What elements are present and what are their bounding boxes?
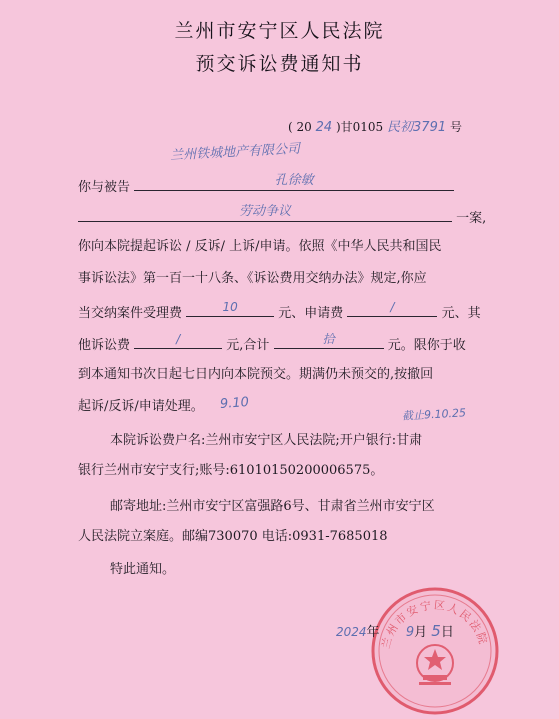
fee-accept-blank <box>186 302 274 317</box>
date-month-char: 月 <box>414 625 428 640</box>
cause-handwritten: 劳动争议 <box>238 204 292 219</box>
defendant-blank <box>134 173 454 191</box>
defendant-handwritten: 孔徐敏 <box>274 173 314 188</box>
body-line-8: 起诉/反诉/申请处理。 <box>78 399 204 414</box>
date-note-handwritten: 9.10 <box>219 395 250 412</box>
other-fee-label: 他诉讼费 <box>78 338 131 353</box>
fee-apply-handwritten: / <box>390 300 395 314</box>
defendant-row <box>78 173 498 197</box>
total-blank <box>274 334 384 349</box>
issue-date <box>336 621 454 640</box>
seal-text: 兰州市安宁区人民法院 <box>379 598 491 650</box>
court-seal <box>367 583 503 719</box>
case-end-text: 一案, <box>456 211 487 226</box>
deadline-start-text: 元。限你于收 <box>387 338 466 353</box>
case-type-handwritten: 民初3791 <box>387 120 447 135</box>
total-label: 元,合计 <box>226 338 270 353</box>
date-year-char: 年 <box>366 625 380 640</box>
fee-accept-handwritten: 10 <box>222 300 238 314</box>
plaintiff-handwritten: 兰州铁城地产有限公司 <box>169 141 301 164</box>
case-number-close: )甘0105 <box>335 120 384 134</box>
total-line <box>78 334 498 355</box>
body-line-4: 事诉讼法》第一百一十八条、《诉讼费用交纳办法》规定,你应 <box>78 271 427 286</box>
court-name-title: 兰州市安宁区人民法院 <box>174 20 385 42</box>
address-line-2: 人民法院立案庭。邮编730070 电话:0931-7685018 <box>78 529 388 544</box>
closing-text: 特此通知。 <box>110 562 176 577</box>
account-line-1: 本院诉讼费户名:兰州市安宁区人民法院;开户银行:甘肃 <box>110 433 423 448</box>
date-day-char: 日 <box>440 625 454 640</box>
fee-apply-label: 元、申请费 <box>278 306 344 321</box>
fee-line <box>78 302 498 323</box>
date-month-handwritten: 9 <box>405 625 415 640</box>
case-number <box>288 116 462 135</box>
date-year-handwritten: 2024 <box>336 625 367 639</box>
cause-blank <box>78 204 452 222</box>
case-year-handwritten: 24 <box>315 120 333 135</box>
other-fee-blank <box>134 334 222 349</box>
date-day-handwritten: 5 <box>431 622 441 640</box>
body-line-3: 你向本院提起诉讼 / 反诉/ 上诉/申请。依照《中华人民共和国民 <box>78 239 442 254</box>
address-line-1: 邮寄地址:兰州市安宁区富强路6号、甘肃省兰州市安宁区 <box>110 499 435 514</box>
fee-accept-label: 当交纳案件受理费 <box>78 306 183 321</box>
case-number-open: ( 20 <box>288 120 312 134</box>
account-line-2: 银行兰州市安宁支行;账号:61010150200006575。 <box>78 463 384 478</box>
case-number-suffix: 号 <box>449 120 462 134</box>
total-handwritten: 拾 <box>322 332 335 346</box>
salutation-text: 你与被告 <box>78 180 131 195</box>
fee-other-label-start: 元、其 <box>441 306 481 321</box>
notice-title: 预交诉讼费通知书 <box>195 53 364 75</box>
fee-apply-blank <box>347 302 437 317</box>
body-line-7: 到本通知书次日起七日内向本院预交。期满仍未预交的,按撤回 <box>78 367 434 382</box>
side-note-handwritten: 截止9.10.25 <box>401 406 467 423</box>
other-fee-handwritten: / <box>176 332 181 346</box>
cause-row <box>78 204 498 228</box>
